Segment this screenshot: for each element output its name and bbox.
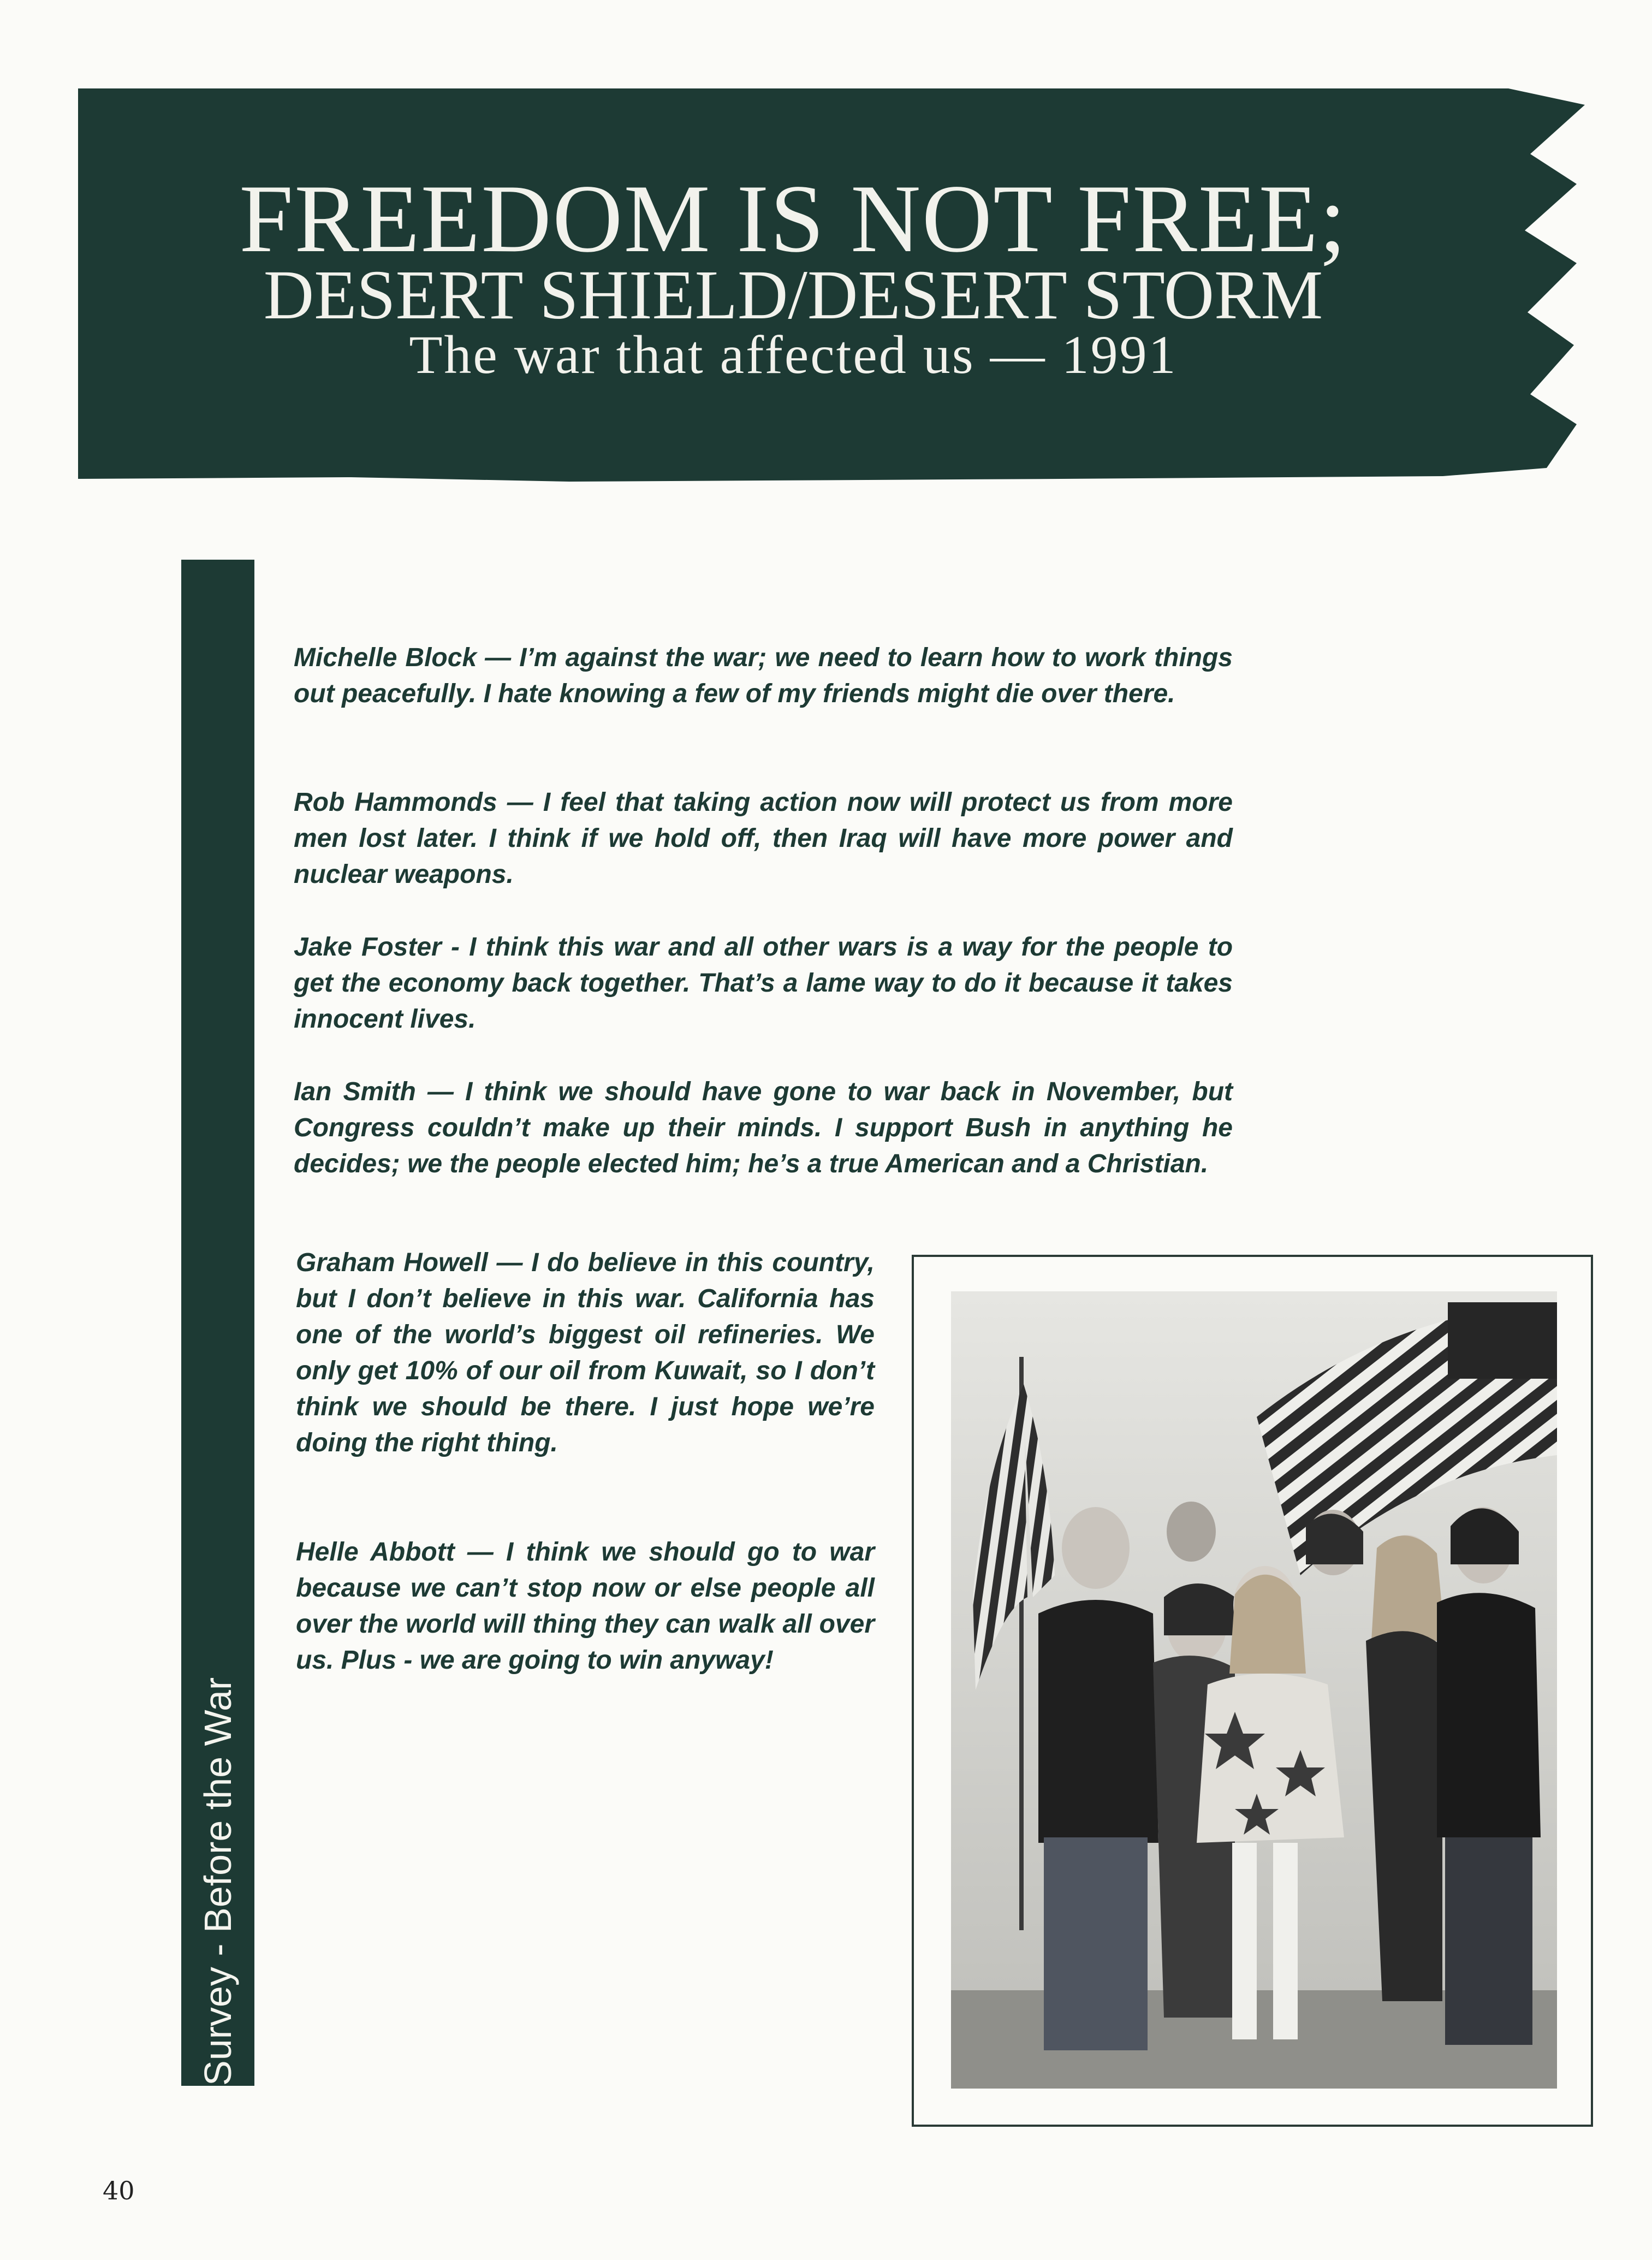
quote-text: — I think we should have gone to war back in November, but Congress couldn’t make up their minds. I support Bush in anything he decides; we the people elected him; he’s a true American and a Christian. xyxy=(294,1077,1233,1178)
quote-helle-abbott xyxy=(296,1534,875,1678)
title-banner xyxy=(78,88,1585,484)
quote-name: Graham Howell xyxy=(296,1248,488,1277)
sidebar-label-wrap: Survey - Before the War xyxy=(197,1677,239,2086)
quote-name: Jake Foster xyxy=(294,933,442,962)
quote-name: Rob Hammonds xyxy=(294,788,497,817)
group-with-flags-photo xyxy=(951,1291,1557,2089)
quote-text: — I feel that taking action now will protect us from more men lost later. I think if we hold off, then Iraq will have more power and nuclear weapons. xyxy=(294,788,1233,889)
quote-graham-howell xyxy=(296,1245,875,1461)
flag-right-stars xyxy=(1448,1302,1557,1379)
banner-title: FREEDOM IS NOT FREE; xyxy=(239,164,1347,272)
quote-text: — I do believe in this country, but I don’t believe in this war. California has one of the world’s biggest oil refineries. We only get 10% of our oil from Kuwait, so I don’t think we should be there. I just hope we’re doing the right thing. xyxy=(296,1248,875,1457)
page-number: 40 xyxy=(103,2176,135,2205)
quote-michelle-block xyxy=(294,640,1233,712)
quote-name: Helle Abbott xyxy=(296,1538,455,1567)
quote-jake-foster xyxy=(294,929,1233,1037)
quote-text: — I think we should go to war because we can’t stop now or else people all over the world will thing they can walk all over us. Plus - we are going to win anyway! xyxy=(296,1538,875,1675)
quote-rob-hammonds xyxy=(294,785,1233,893)
quote-text: — I’m against the war; we need to learn how to work things out peacefully. I hate knowing a few of my friends might die over there. xyxy=(294,643,1233,708)
quote-name: Ian Smith xyxy=(294,1077,416,1106)
quote-name: Michelle Block xyxy=(294,643,477,672)
banner-tagline: The war that affected us — 1991 xyxy=(409,324,1178,385)
quote-text: - I think this war and all other wars is a way for the people to get the economy back together. That’s a lame way to do it because it takes innocent lives. xyxy=(294,933,1233,1034)
quote-ian-smith xyxy=(294,1074,1233,1182)
banner-subtitle: DESERT SHIELD/DESERT STORM xyxy=(263,256,1323,334)
